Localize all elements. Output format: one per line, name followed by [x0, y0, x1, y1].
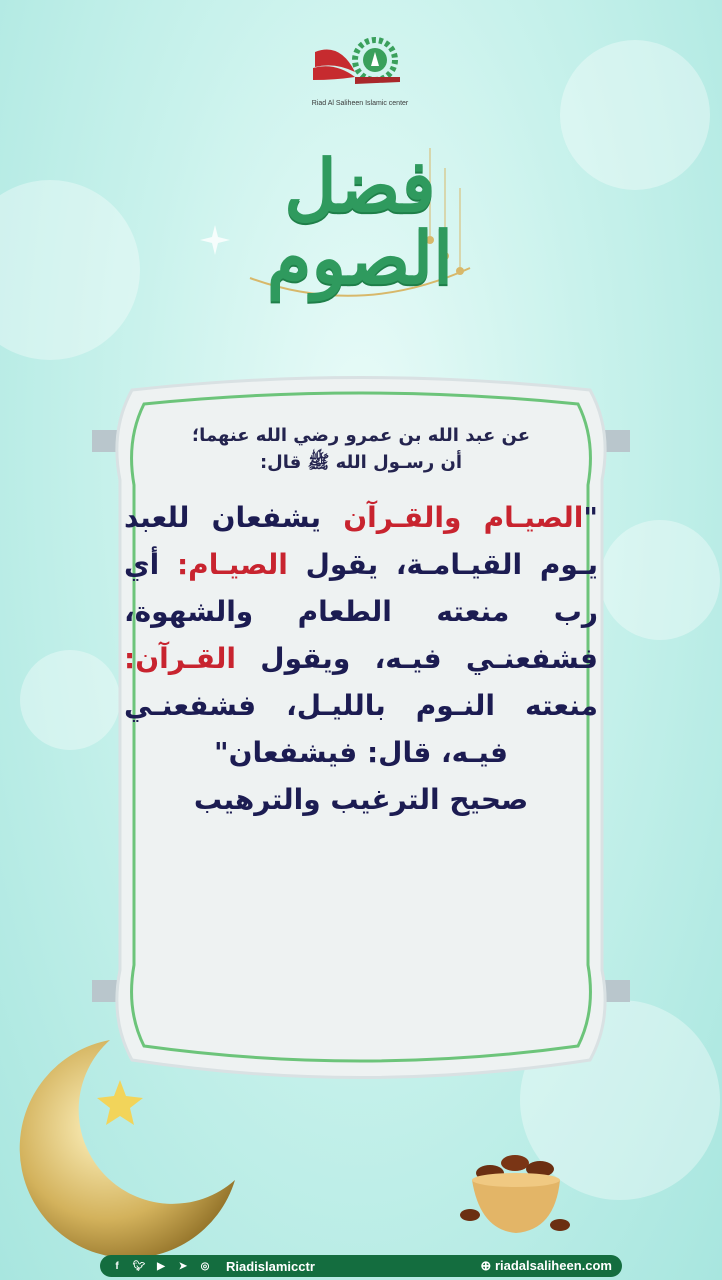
bokeh-light — [560, 40, 710, 190]
facebook-icon[interactable]: f — [115, 1260, 119, 1272]
center-logo — [305, 22, 415, 102]
dates-bowl-icon — [460, 1145, 580, 1245]
crescent-moon-icon — [10, 1030, 250, 1260]
bokeh-light — [0, 180, 140, 360]
website-link[interactable]: ⊕ riadalsaliheen.com — [480, 1258, 612, 1273]
instagram-icon[interactable]: ◎ — [200, 1260, 210, 1272]
hadith-narrator: عن عبد الله بن عمرو رضي الله عنهما؛ أن رسـول الله ﷺ قال: — [191, 425, 530, 473]
highlight-text: القـرآن: — [124, 642, 236, 675]
hadith-card — [92, 370, 630, 1090]
telegram-icon[interactable]: ➤ — [178, 1260, 188, 1272]
hadith-source: صحيح الترغيب والترهيب — [193, 783, 529, 816]
highlight-text: الصيـام: — [176, 548, 288, 581]
page-title: فضل الصوم — [266, 143, 454, 300]
footer-bar — [100, 1255, 622, 1277]
hadith-text: "الصيـام والقـرآن يشفعان للعبد يـوم القيـامـة، يقول الصيـام: أي رب منعته الطعام والشهوة، فشفعنـي فيـه، ويقول القـرآن: منعته النـوم بالليـل، فشفعنـي فيـه، قال: فيشفعان" — [124, 501, 598, 769]
sparkle-icon — [200, 225, 230, 255]
highlight-text: الصيـام والقـرآن — [343, 501, 584, 534]
youtube-icon[interactable]: ▶ — [157, 1260, 165, 1272]
logo-caption: Riad Al Saliheen Islamic center — [311, 100, 409, 107]
twitter-icon[interactable]: 🐦︎ — [132, 1260, 146, 1272]
social-handle[interactable]: Riadislamicctr — [226, 1258, 315, 1274]
globe-icon: ⊕ — [480, 1258, 495, 1273]
